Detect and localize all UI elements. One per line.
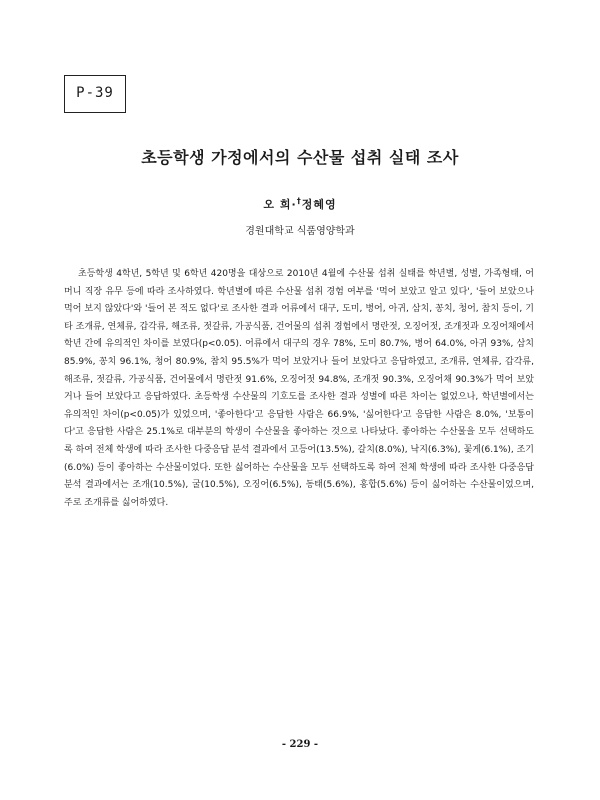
author-name-oh: 오 희 xyxy=(263,198,292,211)
page-number: - 229 - xyxy=(281,739,319,750)
author-line xyxy=(100,196,500,212)
author-separator: · xyxy=(291,198,297,211)
paper-title: 초등학생 가정에서의 수산물 섭취 실태 조사 xyxy=(141,148,459,167)
abstract-body: 초등학생 4학년, 5학년 및 6학년 420명을 대상으로 2010년 4월에 수산물 섭취 실태를 학년별, 성별, 가족형태, 어머니 직장 유무 등에 따라 조사하였다. 학년별에 따른 수산물 섭취 경험 여부를 '먹어 보았고 알고 있다', '들어 보았으나 먹어 보지 않았다'와 '들어 본 적도 없다'로 조사한 결과 어류에서 대구, 도미, 병어, 아귀, 삼치, 꽁치, 청어, 참치 등이, 기타 조개류, 연체류, 갑각류, 해조류, 젓갈류, 가공식품, 건어물의 섭취 경험에서 명란젓, 오징어젓, 조개젓과 오징어채에서 학년 간에 유의적인 차이를 보였다(p<0.05). 어류에서 대구의 경우 78%, 도미 80.7%, 병어 64.0%, 아귀 93%, 삼치 85.9%, 꽁치 96.1%, 청어 80.9%, 참치 95.5%가 먹어 보았거나 들어 보았다고 응답하였고, 조개류, 연체류, 갑각류, 해조류, 젓갈류, 가공식품, 건어물에서 명란젓 91.6%, 오징어젓 94.8%, 조개젓 90.3%, 오징어채 90.3%가 먹어 보았거나 들어 보았다고 응답하였다. 초등학생 수산물의 기호도를 조사한 결과 성별에 따른 차이는 없었으나, 학년별에서는 유의적인 차이(p<0.05)가 있었으며, '좋아한다'고 응답한 사람은 66.9%, '싫어한다'고 응답한 사람은 8.0%, '보통이다'고 응답한 사람은 25.1%로 대부분의 학생이 수산물을 좋아하는 것으로 나타났다. 좋아하는 수산물을 모두 선택하도록 하여 전체 학생에 따라 조사한 다중응답 분석 결과에서 고등어(13.5%), 갈치(8.0%), 낙지(6.3%), 꽃게(6.1%), 조기(6.0%) 등이 좋아하는 수산물이었다. 또한 싫어하는 수산물을 모두 선택하도록 하여 전체 학생에 따라 조사한 다중응답 분석 결과에서는 조개(10.5%), 굴(10.5%), 오징어(6.5%), 동태(5.6%), 홍합(5.6%) 등이 싫어하는 수산물이었으며, 주로 조개류를 싫어하였다. xyxy=(64,269,534,508)
affiliation: 경원대학교 식품영양학과 xyxy=(245,226,355,237)
author-name-jung: 정혜영 xyxy=(301,198,337,211)
poster-id-box: P-39 xyxy=(64,75,126,113)
corresponding-author-mark: † xyxy=(296,196,302,206)
